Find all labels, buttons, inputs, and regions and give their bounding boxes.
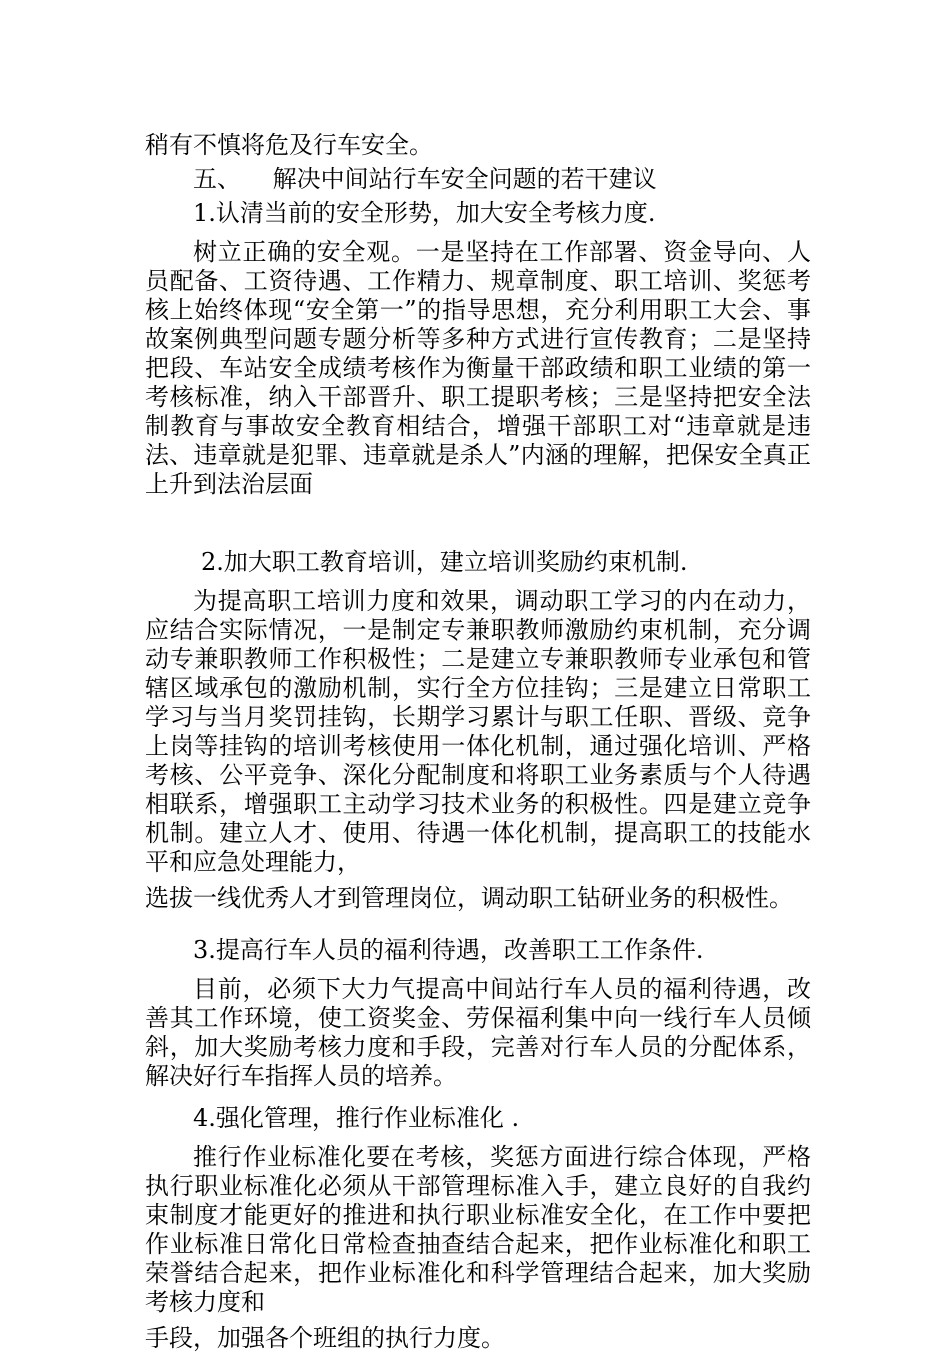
item-2-body: 为提高职工培训力度和效果，调动职工学习的内在动力，应结合实际情况，一是制定专兼职教师激励约束机制，充分调动专兼职教师工作积极性；二是建立专兼职教师专业承包和管辖区域承包的激励机制，实行全方位挂钩；三是建立日常职工学习与当月奖罚挂钩，长期学习累计与职工任职、晋级、竞争上岗等挂钩的培训考核使用一体化机制，通过强化培训、严格考核、公平竞争、深化分配制度和将职工业务素质与个人待遇相联系，增强职工主动学习技术业务的积极性。四是建立竞争机制。建立人才、使用、待遇一体化机制，提高职工的技能水平和应急处理能力， bbox=[145, 587, 811, 876]
item-1-body: 树立正确的安全观。一是坚持在工作部署、资金导向、人员配备、工资待遇、工作精力、规章制度、职工培训、奖惩考核上始终体现“安全第一”的指导思想，充分利用职工大会、事故案例典型问题专题分析等多种方式进行宣传教育；二是坚持把段、车站安全成绩考核作为衡量干部政绩和职工业绩的第一考核标准，纳入干部晋升、职工提职考核；三是坚持把安全法制教育与事故安全教育相结合，增强干部职工对“违章就是违法、违章就是犯罪、违章就是杀人”内涵的理解，把保安全真正上升到法治层面 bbox=[145, 238, 811, 498]
item-4-body: 推行作业标准化要在考核，奖惩方面进行综合体现，严格执行职业标准化必须从干部管理标准入手，建立良好的自我约束制度才能更好的推进和执行职业标准安全化，在工作中要把作业标准日常化日常检查抽查结合起来，把作业标准化和职工荣誉结合起来，把作业标准化和科学管理结合起来，加大奖励考核力度和 bbox=[145, 1143, 811, 1316]
item-2-body-tail: 选拔一线优秀人才到管理岗位，调动职工钻研业务的积极性。 bbox=[145, 884, 793, 912]
spacer bbox=[145, 499, 811, 545]
spacer bbox=[145, 230, 811, 238]
spacer bbox=[145, 915, 811, 933]
item-3-body: 目前，必须下大力气提高中间站行车人员的福利待遇，改善其工作环境，使工资奖金、劳保福利集中向一线行车人员倾斜，加大奖励考核力度和手段，完善对行车人员的分配体系，解决好行车指挥人员的培养。 bbox=[145, 975, 811, 1090]
spacer bbox=[145, 1091, 811, 1101]
item-2-heading: 2.加大职工教育培训，建立培训奖励约束机制. bbox=[201, 548, 688, 576]
intro-tail-text: 稍有不慎将危及行车安全。 bbox=[145, 131, 433, 159]
document-page bbox=[145, 128, 811, 1355]
spacer bbox=[145, 579, 811, 587]
spacer bbox=[145, 967, 811, 975]
section-heading: 五、 解决中间站行车安全问题的若干建议 bbox=[193, 165, 657, 193]
spacer bbox=[145, 1135, 811, 1143]
item-4-heading: 4.强化管理，推行作业标准化 . bbox=[193, 1104, 520, 1132]
item-4-body-tail: 手段，加强各个班组的执行力度。 bbox=[145, 1324, 505, 1352]
item-3-heading: 3.提高行车人员的福利待遇，改善职工工作条件. bbox=[193, 936, 704, 964]
item-1-heading: 1.认清当前的安全形势，加大安全考核力度. bbox=[193, 199, 656, 227]
